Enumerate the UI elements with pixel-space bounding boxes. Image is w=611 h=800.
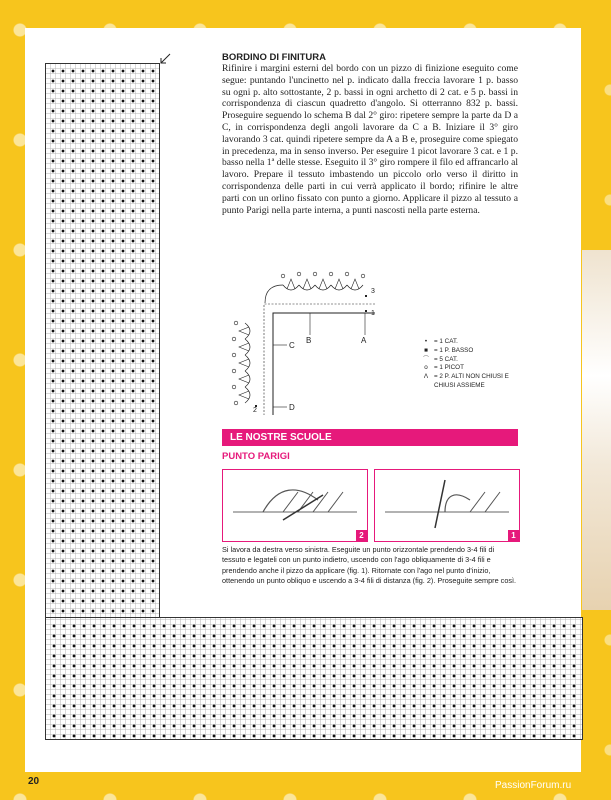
label-d: D	[289, 403, 295, 412]
watermark: PassionForum.ru	[495, 780, 572, 791]
figure-number: 2	[356, 530, 367, 541]
label-b: B	[306, 336, 312, 345]
row-label-1: 1	[371, 310, 375, 317]
stitch-heading: PUNTO PARIGI	[222, 451, 290, 462]
figure-2	[222, 469, 368, 542]
section-heading: BORDINO DI FINITURA	[222, 52, 326, 63]
label-a: A	[361, 336, 367, 345]
label-c: C	[289, 341, 295, 350]
edging-diagram	[225, 265, 375, 415]
legend-row: Λ = 2 P. ALTI NON CHIUSI E CHIUSI ASSIEME	[423, 373, 509, 389]
instructions-text: Rifinire i margini esterni del bordo con un pizzo di finizione eseguito come segue: puntando l'uncinetto nel p. indicato dalla freccia lavorare 1 p. basso su ogni p. alto sottostante, 2 p. bassi in ogni archetto di 2 cat. e 5 p. bassi in corrispondenza di ciascun quadretto d'angolo. Si otterranno 832 p. bassi. Proseguire seguendo lo schema B dal 2° giro: ripetere sempre la parte da D a C, in corrispondenza degli angoli lavorare da C a B. Iniziare il 3° giro lavorando 3 cat. quindi ripetere sempre da A a B e, proseguire come spiegato in precedenza, ma in senso inverso. Per eseguire 1 picot lavorare 3 cat. e 1 p. basso nella 1ª delle stesse. Eseguito il 3° giro rompere il filo ed affrancarlo al lavoro. Prepare il tessuto imbastendo un piccolo orlo verso il diritto in corrispondenza delle parti in cui verrà applicato il bordo; rifinire le altre parti con un orlino fissato con punto a giorno. Applicare il pizzo al tessuto a punto Parigi nella parte interna, a punti nascosti nella parte esterna.	[222, 63, 518, 216]
row-label-3: 3	[371, 288, 375, 295]
section-title-bar: LE NOSTRE SCUOLE	[222, 429, 518, 446]
legend-row: ⌒ = 5 CAT.	[422, 355, 458, 363]
page-number: 20	[28, 776, 40, 787]
figure-1	[374, 469, 520, 542]
legend-row: ο = 1 PICOT	[424, 364, 464, 372]
stitch-illustration	[223, 470, 367, 541]
figure-number: 1	[508, 530, 519, 541]
symbol-legend	[418, 338, 528, 391]
stitch-caption: Si lavora da destra verso sinistra. Eseguite un punto orizzontale prendendo 3-4 fili di tessuto e legateli con un punto indietro, uscendo con l'ago obliquamente di 3-4 fili e prendendo anche il pizzo da applicare (fig. 1). Ritornate con l'ago nel punto d'inizio, ottenendo un punto obliquo e uscendo a 3-4 fili di distanza (fig. 2). Proseguite sempre così.	[222, 545, 517, 585]
table-setting-photo-edge	[582, 250, 611, 610]
start-arrow-icon	[158, 52, 172, 66]
legend-row: ■ = 1 P. BASSO	[424, 346, 474, 354]
row-label-2: 2	[253, 407, 257, 414]
filet-chart-horizontal	[45, 617, 583, 740]
stitch-illustration	[375, 470, 519, 541]
filet-chart-vertical	[45, 63, 160, 619]
legend-row: • = 1 CAT.	[424, 338, 458, 345]
